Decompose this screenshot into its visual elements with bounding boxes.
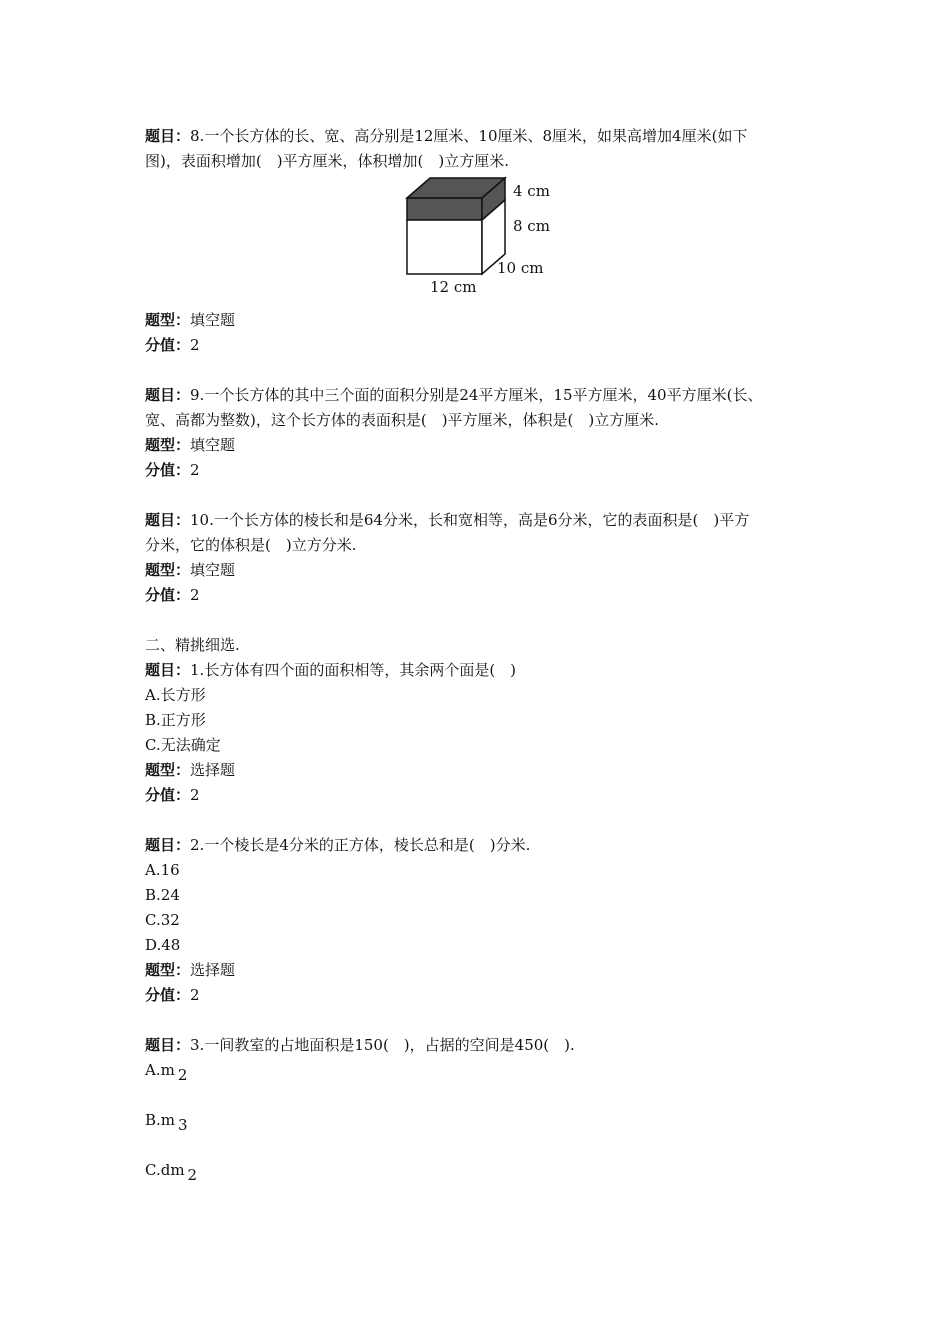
title-label: 题目： [145, 511, 191, 529]
score-label: 分值： [145, 786, 191, 804]
option-c [145, 1158, 835, 1208]
question-type [145, 308, 835, 333]
question-type [145, 558, 835, 583]
question-title [145, 508, 835, 533]
option-subscript: 2 [177, 1066, 188, 1084]
title-text: 2.一个棱长是4分米的正方体，棱长总和是( )分米. [190, 836, 531, 854]
title-text: 3.一间教室的占地面积是150( )，占据的空间是450( ). [190, 1036, 575, 1054]
option-c: C.32 [145, 911, 180, 929]
title-label: 题目： [145, 386, 191, 404]
added-block-front-face [407, 198, 482, 220]
type-value: 选择题 [190, 761, 236, 779]
option-b: B.正方形 [145, 711, 206, 729]
type-value: 选择题 [190, 961, 236, 979]
title-label: 题目： [145, 1036, 191, 1054]
question-title [145, 833, 835, 858]
spacer [145, 1008, 835, 1033]
s2-question-1 [145, 658, 835, 808]
type-label: 题型： [145, 436, 191, 454]
type-label: 题型： [145, 761, 191, 779]
question-title [145, 383, 835, 408]
question-score [145, 458, 835, 483]
score-value: 2 [190, 786, 200, 804]
question-10 [145, 508, 835, 608]
question-type [145, 958, 835, 983]
spacer [145, 808, 835, 833]
score-value: 2 [190, 461, 200, 479]
s2-question-2 [145, 833, 835, 1008]
type-value: 填空题 [190, 436, 236, 454]
type-value: 填空题 [190, 561, 236, 579]
score-label: 分值： [145, 336, 191, 354]
question-title-cont: 图)，表面积增加( )平方厘米，体积增加( )立方厘米. [145, 152, 510, 170]
question-8 [145, 124, 835, 358]
score-label: 分值： [145, 986, 191, 1004]
s2-question-3 [145, 1033, 835, 1208]
option-b [145, 1108, 835, 1158]
title-text: 8.一个长方体的长、宽、高分别是12厘米、10厘米、8厘米，如果高增加4厘米(如下 [190, 127, 748, 145]
option-b: B.24 [145, 886, 180, 904]
question-title-cont: 宽、高都为整数)，这个长方体的表面积是( )平方厘米，体积是( )立方厘米. [145, 411, 660, 429]
title-label: 题目： [145, 661, 191, 679]
question-title-cont: 分米，它的体积是( )立方分米. [145, 536, 357, 554]
cuboid-diagram [390, 176, 560, 304]
option-subscript: 2 [187, 1166, 198, 1184]
type-value: 填空题 [190, 311, 236, 329]
option-a: A.长方形 [145, 686, 206, 704]
option-d: D.48 [145, 936, 181, 954]
score-value: 2 [190, 986, 200, 1004]
question-score [145, 783, 835, 808]
score-label: 分值： [145, 461, 191, 479]
document-content [145, 124, 835, 1208]
question-score [145, 983, 835, 1008]
label-10cm: 10 cm [497, 259, 544, 277]
question-score [145, 333, 835, 358]
section-heading: 二、精挑细选. [145, 636, 240, 654]
option-a: A.16 [145, 861, 180, 879]
question-title [145, 658, 835, 683]
question-type [145, 433, 835, 458]
score-value: 2 [190, 336, 200, 354]
type-label: 题型： [145, 561, 191, 579]
label-12cm: 12 cm [430, 278, 477, 296]
option-c: C.无法确定 [145, 736, 221, 754]
option-text: B.m [145, 1111, 176, 1129]
question-type [145, 758, 835, 783]
type-label: 题型： [145, 311, 191, 329]
title-text: 10.一个长方体的棱长和是64分米，长和宽相等，高是6分米，它的表面积是( )平方 [190, 511, 750, 529]
title-text: 9.一个长方体的其中三个面的面积分别是24平方厘米，15平方厘米，40平方厘米(长、 [190, 386, 763, 404]
option-a [145, 1058, 835, 1108]
cuboid-figure [145, 176, 835, 306]
spacer [145, 608, 835, 633]
title-label: 题目： [145, 127, 191, 145]
option-text: C.dm [145, 1161, 185, 1179]
question-9 [145, 383, 835, 483]
spacer [145, 483, 835, 508]
title-text: 1.长方体有四个面的面积相等，其余两个面是( ) [190, 661, 517, 679]
score-value: 2 [190, 586, 200, 604]
option-text: A.m [145, 1061, 175, 1079]
spacer [145, 358, 835, 383]
type-label: 题型： [145, 961, 191, 979]
question-title [145, 124, 835, 149]
label-4cm: 4 cm [513, 182, 550, 200]
title-label: 题目： [145, 836, 191, 854]
label-8cm: 8 cm [513, 217, 550, 235]
question-score [145, 583, 835, 608]
score-label: 分值： [145, 586, 191, 604]
option-subscript: 3 [178, 1116, 188, 1134]
cuboid-front-face [407, 220, 482, 274]
question-title [145, 1033, 835, 1058]
